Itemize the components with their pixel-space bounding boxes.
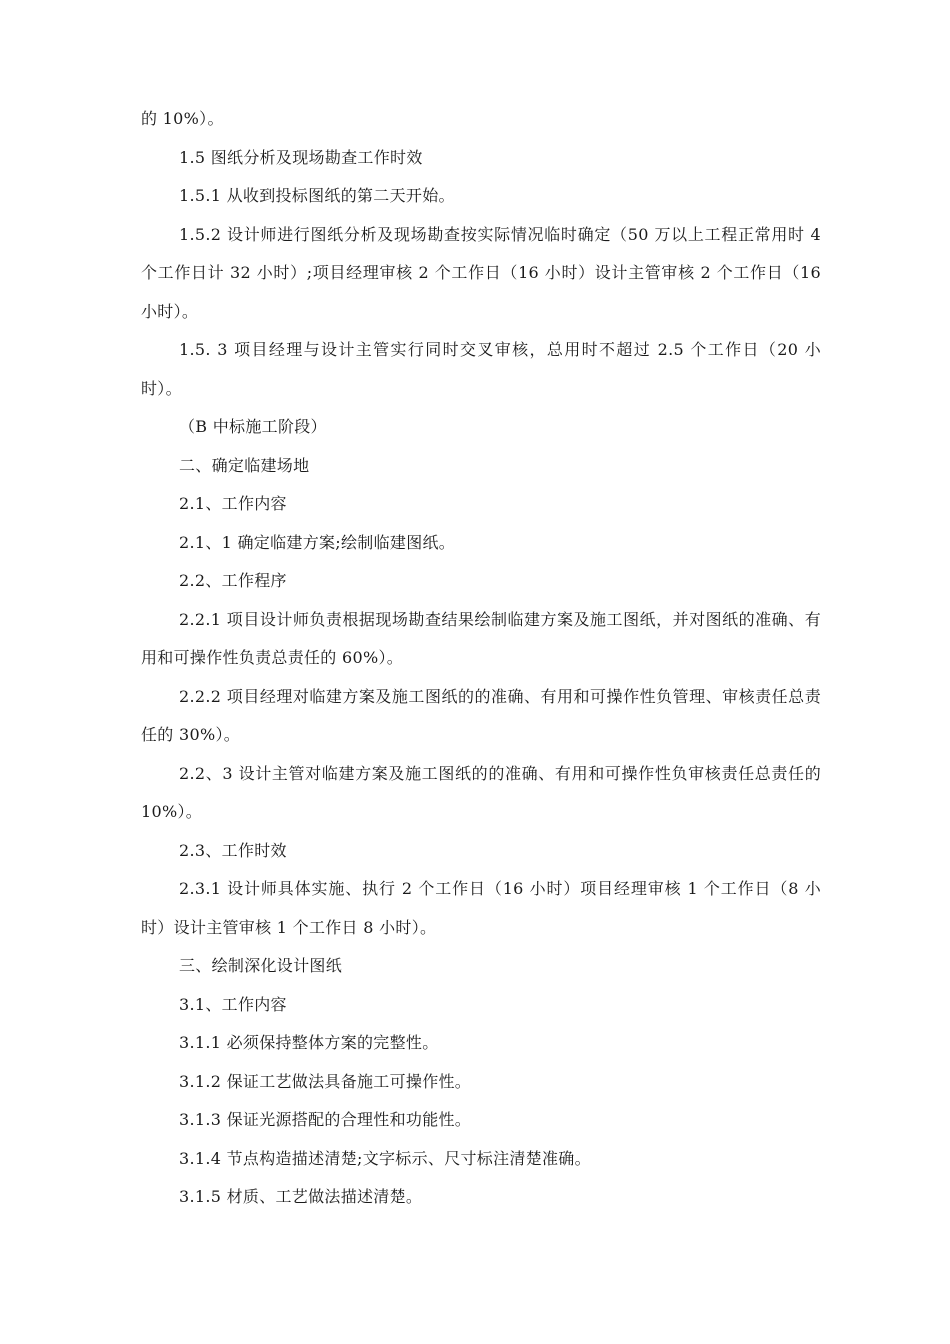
paragraph: 2.3.1 设计师具体实施、执行 2 个工作日（16 小时）项目经理审核 1 个工作日（8 小时）设计主管审核 1 个工作日 8 小时）。	[141, 879, 821, 937]
section-heading: 2.3、工作时效	[179, 840, 287, 860]
paragraph: 3.1.1 必须保持整体方案的完整性。	[179, 1033, 439, 1052]
section-heading: 3.1、工作内容	[179, 994, 287, 1014]
paragraph: 3.1.3 保证光源搭配的合理性和功能性。	[179, 1110, 472, 1129]
paragraph: 3.1.2 保证工艺做法具备施工可操作性。	[179, 1071, 472, 1091]
paragraph: 3.1.4 节点构造描述清楚;文字标示、尺寸标注清楚准确。	[179, 1148, 591, 1168]
section-heading: 1.5 图纸分析及现场勘查工作时效	[179, 147, 423, 167]
section-heading: 2.1、工作内容	[179, 494, 287, 513]
paragraph: 2.2.1 项目设计师负责根据现场勘查结果绘制临建方案及施工图纸，并对图纸的准确、有用和可操作性负责总责任的 60%）。	[141, 609, 821, 667]
paragraph: 1.5.2 设计师进行图纸分析及现场勘查按实际情况临时确定（50 万以上工程正常用时 4 个工作日计 32 小时）;项目经理审核 2 个工作日（16 小时）设计主管审核 2 个工作日（16 小时）。	[141, 224, 821, 321]
document-body	[141, 100, 821, 1217]
section-heading: 2.2、工作程序	[179, 571, 287, 590]
paragraph: 3.1.5 材质、工艺做法描述清楚。	[179, 1187, 423, 1206]
paragraph: 1.5. 3 项目经理与设计主管实行同时交叉审核，总用时不超过 2.5 个工作日（20 小时）。	[141, 340, 821, 398]
paragraph: 2.2.2 项目经理对临建方案及施工图纸的的准确、有用和可操作性负管理、审核责任总责任的 30%）。	[141, 686, 821, 744]
paragraph: 1.5.1 从收到投标图纸的第二天开始。	[179, 186, 455, 205]
paragraph: 的 10%）。	[141, 109, 224, 128]
section-heading: 三、绘制深化设计图纸	[179, 956, 343, 975]
section-heading: 二、确定临建场地	[179, 455, 310, 475]
paragraph: 2.2、3 设计主管对临建方案及施工图纸的的准确、有用和可操作性负审核责任总责任的 10%）。	[141, 763, 821, 821]
paragraph: 2.1、1 确定临建方案;绘制临建图纸。	[179, 532, 456, 552]
section-heading: （B 中标施工阶段）	[179, 417, 327, 436]
